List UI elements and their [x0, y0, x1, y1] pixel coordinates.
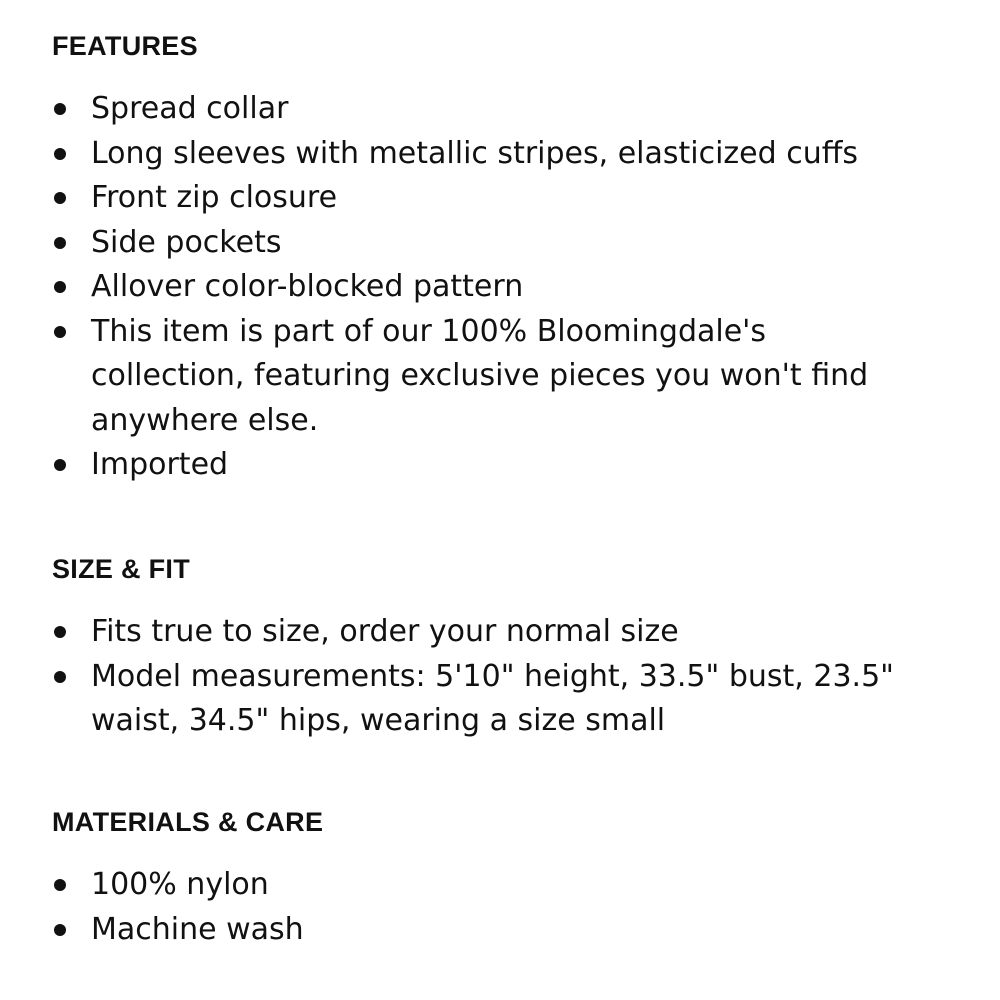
- bullet-icon: [54, 459, 66, 471]
- list-item: [52, 908, 972, 953]
- list-item-text: Model measurements: 5'10" height, 33.5" bust, 23.5": [91, 658, 894, 694]
- list-item-text: Side pockets: [91, 224, 282, 260]
- list-item-text: This item is part of our 100% Bloomingdale's: [91, 313, 767, 349]
- list-item-text: 100% nylon: [91, 867, 269, 902]
- features-heading: FEATURES: [52, 31, 198, 61]
- list-item: [52, 132, 972, 177]
- list-item: [52, 87, 972, 132]
- list-item-text: Fits true to size, order your normal size: [91, 614, 679, 649]
- bullet-icon: [54, 148, 66, 160]
- bullet-icon: [54, 326, 66, 338]
- bullet-icon: [54, 626, 66, 638]
- list-item-text: Long sleeves with metallic stripes, elasticized cuffs: [91, 135, 859, 171]
- list-item: [52, 221, 972, 266]
- list-item-text: anywhere else.: [91, 402, 319, 438]
- materials-care-list: [52, 863, 972, 952]
- bullet-icon: [54, 237, 66, 249]
- list-item: [52, 655, 972, 744]
- bullet-icon: [54, 281, 66, 293]
- list-item-text: waist, 34.5" hips, wearing a size small: [91, 703, 666, 738]
- bullet-icon: [54, 103, 66, 115]
- list-item-text: collection, featuring exclusive pieces you won't find: [91, 358, 869, 393]
- materials-care-heading: MATERIALS & CARE: [52, 807, 324, 837]
- list-item: [52, 443, 972, 488]
- list-item: [52, 310, 972, 444]
- size-fit-list: [52, 610, 972, 744]
- list-item-text: Allover color-blocked pattern: [91, 269, 524, 304]
- list-item: [52, 863, 972, 908]
- list-item-text: Machine wash: [91, 911, 304, 947]
- list-item-text: Front zip closure: [91, 180, 338, 215]
- features-list: [52, 87, 972, 488]
- size-fit-heading: SIZE & FIT: [52, 554, 190, 584]
- list-item-text: Imported: [91, 447, 229, 482]
- list-item: [52, 176, 972, 221]
- list-item: [52, 265, 972, 310]
- bullet-icon: [54, 671, 66, 683]
- list-item: [52, 610, 972, 655]
- bullet-icon: [54, 924, 66, 936]
- list-item-text: Spread collar: [91, 91, 289, 126]
- bullet-icon: [54, 192, 66, 204]
- bullet-icon: [54, 879, 66, 891]
